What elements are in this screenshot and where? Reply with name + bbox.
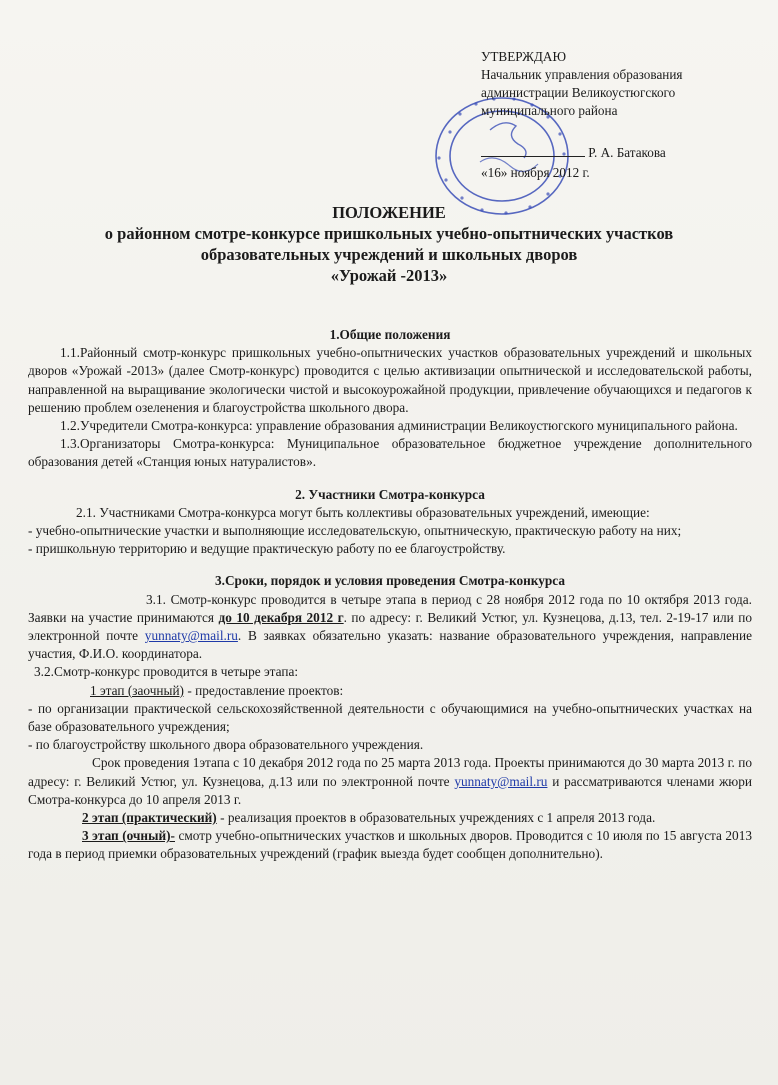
signatory-name: Р. А. Батакова	[588, 145, 666, 160]
stage-1-line: 1 этап (заочный) - предоставление проектов:	[90, 682, 344, 698]
paragraph-1-3: 1.3.Организаторы Смотра-конкурса: Муниципальное образовательное бюджетное учреждение дополнительного образования детей «Станция юных натуралистов».	[28, 436, 752, 470]
email-link[interactable]: yunnaty@mail.ru	[144, 628, 238, 644]
stage-2-line: 2 этап (практический) - реализация проектов в образовательных учреждениях с 1 апреля 2013 года.	[82, 810, 656, 826]
section-3-heading: 3.Сроки, порядок и условия проведения Смотра-конкурса	[214, 573, 565, 589]
approval-line-3: муниципального района	[481, 103, 618, 118]
email-link-2[interactable]: yunnaty@mail.ru	[454, 773, 548, 789]
approval-date: «16» ноября 2012 г.	[481, 165, 590, 180]
approval-line-1: Начальник управления образования	[481, 67, 683, 82]
paragraph-2-1: 2.1. Участниками Смотра-конкурса могут быть коллективы образовательных учреждений, имеющие:	[76, 504, 650, 520]
paragraph-3-2: 3.2.Смотр-конкурс проводится в четыре этапа:	[34, 664, 299, 680]
section-1-heading: 1.Общие положения	[329, 327, 451, 342]
approval-block	[481, 48, 761, 120]
title-line-2: о районном смотре-конкурсе пришкольных учебно-опытнических участков	[104, 224, 674, 243]
title-line-3: образовательных учреждений и школьных дворов	[200, 245, 578, 264]
paragraph-2-item-1: - учебно-опытнические участки и выполняющие исследовательскую, опытническую, практическую работу на них;	[28, 523, 682, 539]
stage-3-label: 3 этап (очный)-	[82, 828, 175, 844]
stage-1-term: Срок проведения 1этапа с 10 декабря 2012 года по 25 марта 2013 года. Проекты принимаются до 30 марта 2013 г. по адресу: г. Великий Устюг, ул. Кузнецова, д.13 или по электронной почте yunnaty@mail.ru и рассматриваются членами жюри Смотра-конкурса до 10 апреля 2013 г.	[28, 755, 752, 807]
approval-line-2: администрации Великоустюгского	[481, 85, 676, 100]
title-line-1: ПОЛОЖЕНИЕ	[332, 203, 446, 222]
title-line-4: «Урожай -2013»	[330, 266, 448, 285]
approval-header: УТВЕРЖДАЮ	[481, 49, 567, 64]
paragraph-1-2: 1.2.Учредители Смотра-конкурса: управление образования администрации Великоустюгского муниципального района.	[60, 418, 738, 434]
document-body	[28, 326, 752, 864]
paragraph-3-1: 3.1. Смотр-конкурс проводится в четыре этапа в период с 28 ноября 2012 года по 10 октября 2013 года. Заявки на участие принимаются до 10 декабря 2012 г. по адресу: г. Великий Устюг, ул. Кузнецова, д.13, тел. 2-19-17 или по электронной почте yunnaty@mail.ru. В заявках обязательно указать: название образовательного учреждения, направление участия, Ф.И.О. координатора.	[28, 591, 753, 662]
signature-line	[481, 145, 666, 161]
stage-3-line: 3 этап (очный)- смотр учебно-опытнических участков и школьных дворов. Проводится с 10 июля по 15 августа 2013 года в период приемки образовательных учреждений (график выезда будет сообщен дополнительно).	[28, 828, 752, 862]
paragraph-1-1: 1.1.Районный смотр-конкурс пришкольных учебно-опытнических участков образовательных учреждений и школьных дворов «Урожай -2013» (далее Смотр-конкурс) проводится с целью активизации опытнической и исследовательской работы, направленной на выращивание экологически чистой и высокоурожайной продукции, привлечение обучающихся и педагогов к решению проблем озеленения и благоустройства школьного двора.	[28, 345, 752, 415]
application-deadline: до 10 декабря 2012 г	[218, 609, 344, 625]
stage-2-label: 2 этап (практический)	[82, 810, 217, 826]
section-2-heading: 2. Участники Смотра-конкурса	[295, 486, 485, 502]
stage-1-item-1: - по организации практической сельскохозяйственной деятельности с обучающимися на учебно-опытнических участках на базе образовательного учреждения;	[28, 700, 752, 735]
paragraph-2-item-2: - пришкольную территорию и ведущие практическую работу по ее благоустройству.	[28, 541, 506, 557]
stage-1-label: 1 этап (заочный)	[90, 682, 184, 698]
document-title	[10, 202, 768, 286]
stage-1-item-2: - по благоустройству школьного двора образовательного учреждения.	[28, 737, 424, 753]
